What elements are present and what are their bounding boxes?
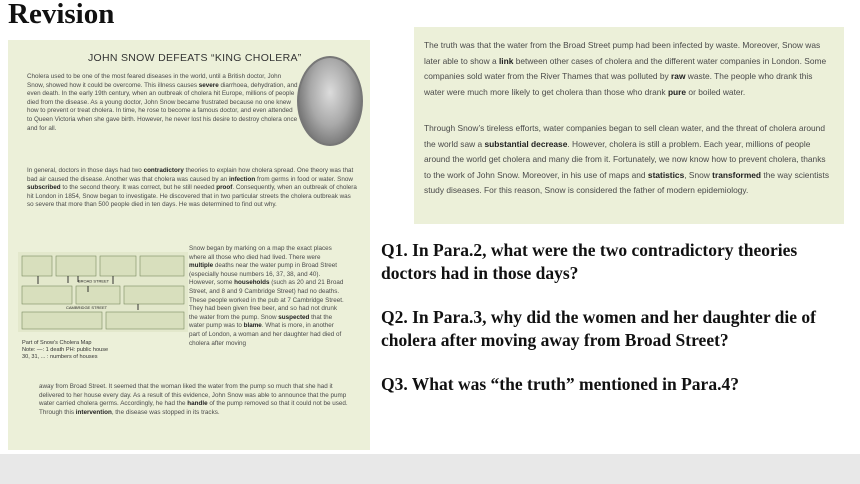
vocabulary-word: intervention	[75, 408, 112, 416]
map-caption-houses: 30, 31, ... : numbers of houses	[22, 354, 98, 360]
question-1: Q1. In Para.2, what were the two contradictory theories doctors had in those days?	[381, 240, 798, 283]
cholera-map	[18, 252, 188, 332]
vocabulary-word: households	[234, 279, 270, 287]
slide-title: Revision	[8, 0, 115, 30]
paragraph-5: Through Snow’s tireless efforts, water companies began to sell clean water, and the threat of cholera around the world saw a substantial decrease. However, cholera is still a problem. Each year, millions of people around the world get cholera and many die from it. Fortunately, we now know how to prevent cholera, thanks to the work of John Snow. Moreover, in his use of maps and statistics, Snow transformed the way scientists study diseases. For this reason, Snow is considered the father of modern epidemiology.	[424, 123, 830, 196]
vocabulary-word: suspected	[278, 313, 310, 321]
map-caption-title: Part of Snow’s Cholera Map	[22, 340, 92, 346]
vocabulary-word: blame	[243, 322, 262, 330]
vocabulary-word: substantial decrease	[484, 138, 568, 149]
vocabulary-word: multiple	[189, 262, 214, 270]
vocabulary-word: proof	[216, 184, 233, 192]
paragraph-2: In general, doctors in those days had two contradictory theories to explain how cholera spread. One theory was that bad air caused the disease. Another was that cholera was caused by an infection from germs in food or water. Snow subscribed to the second theory. It was correct, but he still needed proof. Consequently, when an outbreak of cholera hit London in 1854, Snow began to investigate. He discovered that in two particular streets the cholera outbreak was so severe that more than 500 people died in ten days. He was determined to find out why.	[27, 167, 357, 209]
map-street-broad: BROAD STREET	[78, 278, 110, 284]
map-caption	[22, 340, 108, 361]
article-title: JOHN SNOW DEFEATS “KING CHOLERA”	[88, 52, 302, 64]
question-list	[381, 239, 851, 417]
paragraph-3-continued: away from Broad Street. It seemed that the woman liked the water from the pump so much that she had it delivered to her house every day. As a result of this evidence, John Snow was able to announce that the pump water carried cholera germs. Accordingly, he had the handle of the pump removed so that it could not be used. Through this intervention, the disease was stopped in its tracks.	[39, 383, 348, 416]
vocabulary-word: transformed	[712, 169, 762, 180]
vocabulary-word: link	[498, 55, 514, 66]
vocabulary-word: handle	[187, 400, 208, 408]
map-street-cambridge: CAMBRIDGE STREET	[66, 305, 108, 310]
paragraph-4: The truth was that the water from the Broad Street pump had been infected by waste. Moreover, Snow was later able to show a link between other cases of cholera and the different water companies in London. Some companies sold water from the River Thames that was polluted by raw waste. The people who drank this water were much more likely to get cholera than those who drank pure or boiled water.	[424, 40, 827, 97]
bottom-band	[0, 454, 860, 484]
question-3: Q3. What was “the truth” mentioned in Para.4?	[381, 374, 739, 394]
john-snow-portrait	[297, 56, 363, 146]
question-2: Q2. In Para.3, why did the women and her daughter die of cholera after moving away from Broad Street?	[381, 307, 816, 350]
vocabulary-word: subscribed	[27, 184, 61, 192]
vocabulary-word: pure	[667, 86, 687, 97]
vocabulary-word: statistics	[647, 169, 685, 180]
map-caption-note: Note: —: 1 death PH: public house	[22, 347, 109, 353]
vocabulary-word: severe	[198, 81, 219, 89]
paragraph-3-column: Snow began by marking on a map the exact places where all those who died had lived. There were multiple deaths near the water pump in Broad Street (especially house numbers 16, 37, 38, and 40). However, some households (such as 20 and 21 Broad Street, and 8 and 9 Cambridge Street) had no deaths. These people worked in the pub at 7 Cambridge Street. They had been given free beer, and so had not drunk the water from the pump. Snow suspected that the water pump was to blame. What is more, in another part of London, a woman and her daughter had died of cholera after moving	[189, 245, 344, 347]
paragraph-1: Cholera used to be one of the most feared diseases in the world, until a British doctor, John Snow, showed how it could be overcome. This illness causes severe diarrhoea, dehydration, and even death. In the early 19th century, when an outbreak of cholera hit Europe, millions of people died from the disease. As a young doctor, John Snow became frustrated because no one knew how to prevent or treat cholera. In time, he rose to become a famous doctor, and even attended to Queen Victoria when she gave birth. However, he never lost his desire to destroy cholera once and for all.	[27, 73, 298, 132]
vocabulary-word: infection	[228, 175, 256, 183]
vocabulary-word: raw	[671, 71, 686, 82]
textbook-page-left	[8, 40, 370, 450]
textbook-page-right	[414, 27, 844, 224]
vocabulary-word: contradictory	[143, 167, 184, 174]
